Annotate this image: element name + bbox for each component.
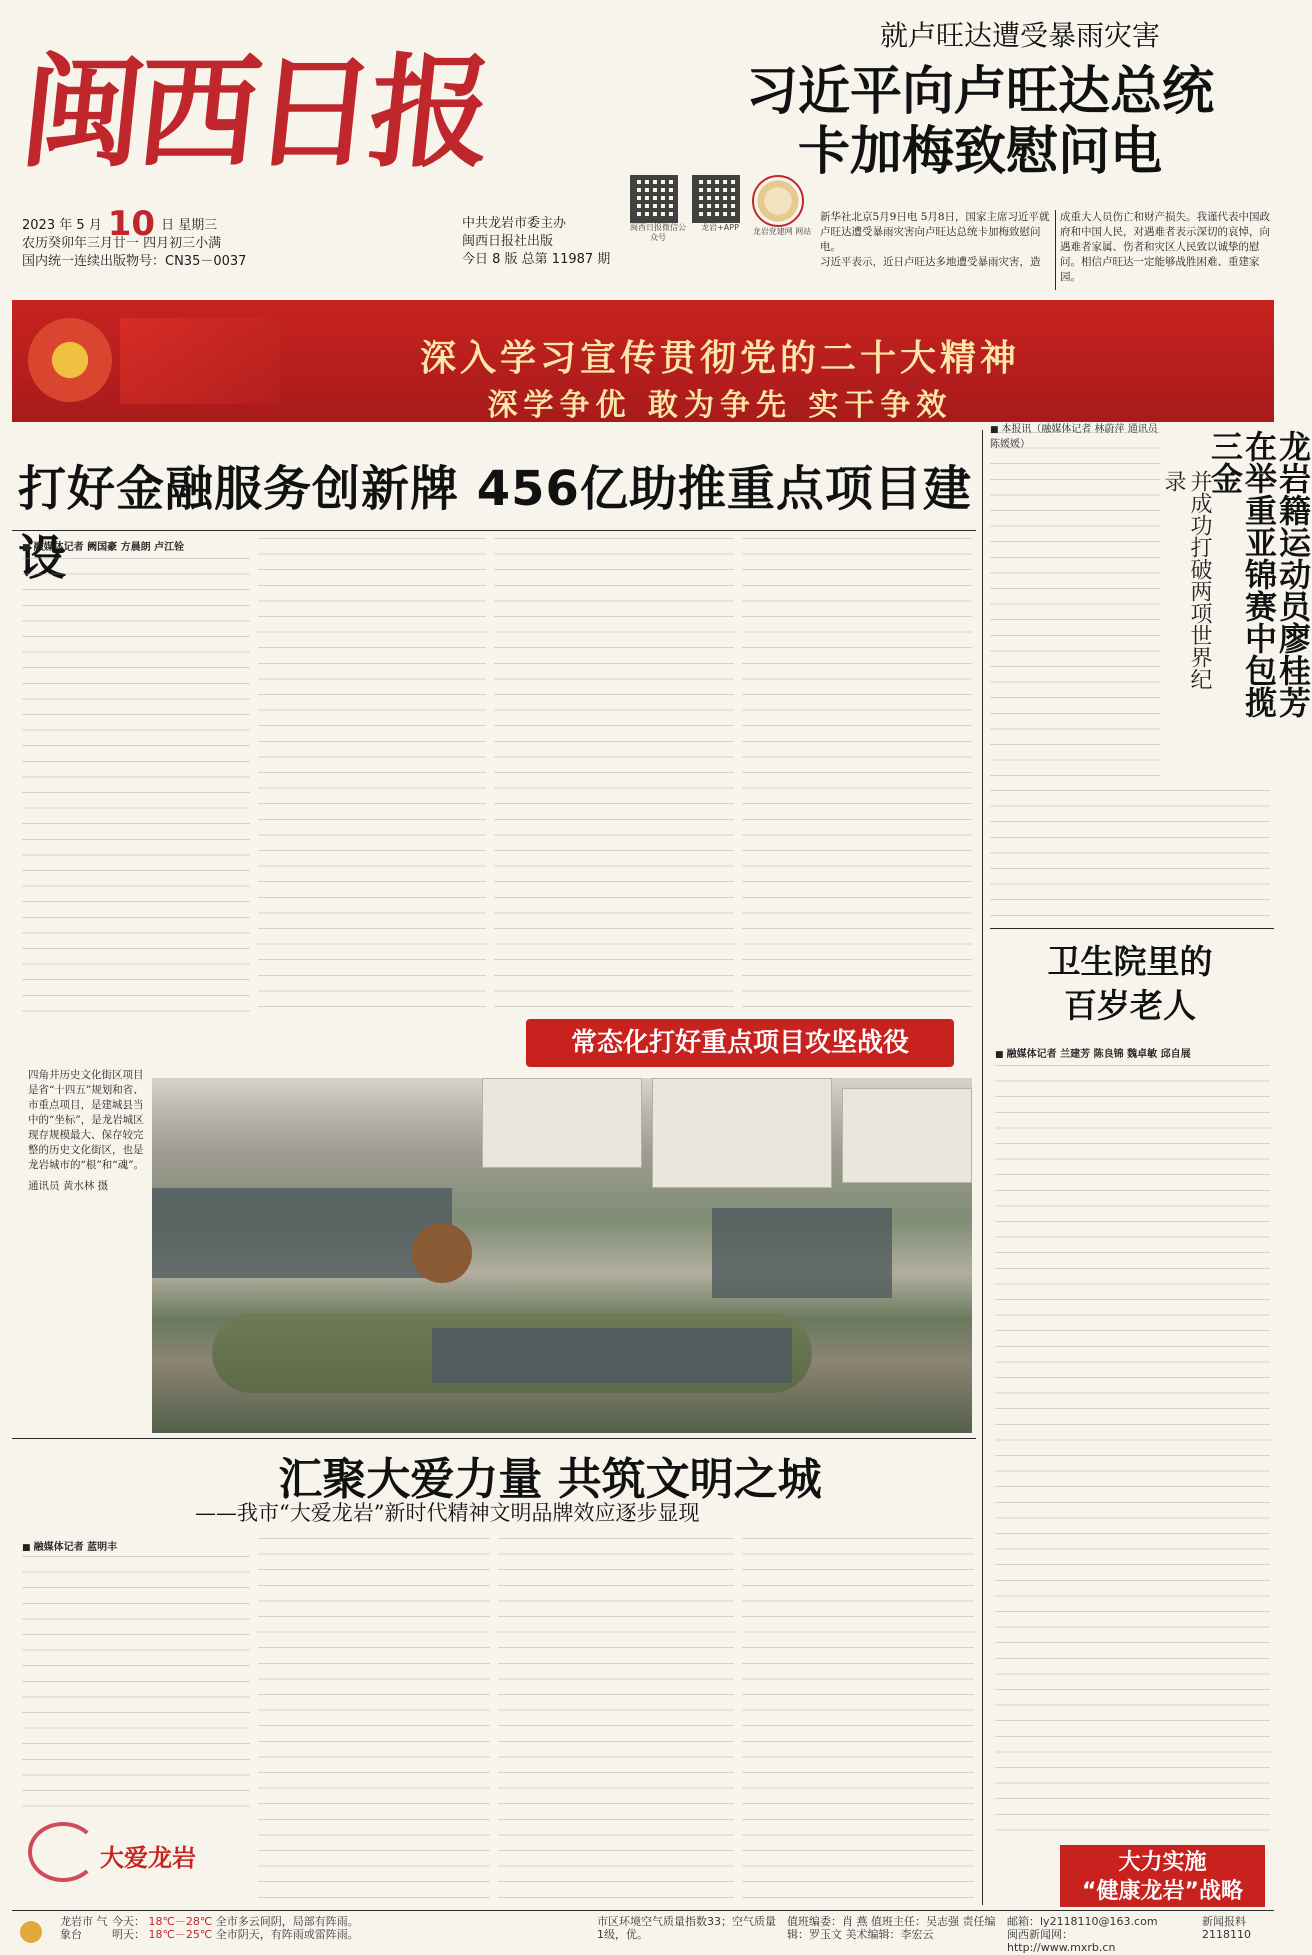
civilization-column-2 (258, 1538, 490, 1908)
party-site-badge[interactable] (752, 175, 812, 237)
qr-caption: 龙岩+APP (701, 223, 739, 232)
photo-roofs (712, 1208, 892, 1298)
date-day: 10 (107, 204, 156, 244)
party-emblem-icon (752, 175, 804, 227)
qr-app[interactable] (692, 175, 748, 233)
centenarian-body (995, 1065, 1270, 1835)
hotline-label: 新闻报料 (1202, 1915, 1246, 1928)
sports-column-1 (990, 432, 1160, 787)
civilization-headline[interactable]: 汇聚大爱力量 共筑文明之城 (278, 1454, 822, 1505)
contact-info (1007, 1915, 1177, 1954)
civilization-column-3 (498, 1538, 734, 1908)
photo-building (652, 1078, 832, 1188)
civilization-column-1 (22, 1556, 250, 1821)
box-line-2: “健康龙岩”战略 (1082, 1879, 1243, 1904)
headline-line-1: 习近平向卢旺达总统 (745, 62, 1214, 122)
qr-code-icon (630, 175, 678, 223)
date-prefix: 2023 年 5 月 (22, 218, 102, 233)
pavilion-icon (412, 1223, 472, 1283)
civilization-column-4 (742, 1538, 974, 1908)
sports-column-2 (990, 790, 1270, 920)
footer-bar (12, 1915, 1274, 1954)
centenarian-headline[interactable] (1000, 940, 1260, 1028)
civilization-byline: ■ 融媒体记者 蓝明丰 (22, 1538, 242, 1553)
healthy-longyan-box[interactable] (1060, 1845, 1265, 1907)
hotline-number[interactable]: 2118110 (1202, 1928, 1251, 1941)
top-story-lede-2: 成重大人员伤亡和财产损失。我谨代表中国政府和中国人民，对遇难者表示深切的哀悼，向遇难者家属、伤者和灾区人民致以诚挚的慰问。相信卢旺达一定能够战胜困难、重建家园。 (1060, 211, 1270, 283)
hotline-block (1202, 1915, 1272, 1951)
editor-credits: 值班编委：肖 燕 值班主任：吴志强 责任编辑：罗玉文 美术编辑：李宏云 (787, 1915, 996, 1941)
finance-byline: ■ 融媒体记者 阙国豪 方晨朗 卢江铨 (22, 538, 342, 553)
sports-subhead: 并成功打破两项世界纪录 (1161, 470, 1212, 690)
lunar-date: 农历癸卯年三月廿一 四月初三小满 (22, 236, 222, 251)
today-temp: 18℃－28℃ (148, 1915, 213, 1928)
weather-station: 龙岩市 气象台 (60, 1915, 108, 1941)
issn: 国内统一连续出版物号：CN35－0037 (22, 254, 247, 269)
caption-text: 四角井历史文化街区项目是省“十四五”规划和省、市重点项目，是建城县当中的“坐标”，是龙岩城区现存规模最大、保存较完整的历史文化街区，也是龙岩城市的“根”和“魂”。 (28, 1069, 144, 1171)
photo-building (482, 1078, 642, 1168)
historic-district-photo[interactable] (152, 1078, 972, 1433)
weather-forecast (112, 1915, 472, 1951)
air-quality: 市区环境空气质量指数33；空气质量1级，优。 (597, 1915, 776, 1941)
masthead-logo: 闽西日报 (14, 40, 494, 184)
website-link[interactable]: 闽西新闻网：http://www.mxrb.cn (1007, 1928, 1116, 1954)
qr-caption: 闽西日报微信公众号 (630, 223, 686, 242)
daai-longyan-logo: 大爱龙岩 (100, 1844, 196, 1872)
issue-date-block (22, 204, 452, 271)
banner-slogan: 深学争优 敢为争先 实干争效 (487, 388, 953, 423)
lede-paragraph: 习近平表示，近日卢旺达多地遭受暴雨灾害，造 (820, 256, 1041, 268)
banner-title: 深入学习宣传贯彻党的二十大精神 (419, 338, 1020, 379)
photo-credit: 通讯员 黄水林 摄 (28, 1180, 109, 1192)
lede-paragraph: 新华社北京5月9日电 5月8日，国家主席习近平就卢旺达遭受暴雨灾害向卢旺达总统卡加梅致慰问电。 (820, 211, 1050, 253)
qr-caption: 龙岩党建网 网站 (752, 227, 812, 236)
sports-byline: ■ 本报讯（融媒体记者 林蔚萍 通讯员 陈媛媛） (990, 420, 1160, 450)
party-flag-icon (120, 318, 280, 404)
top-story-headline[interactable] (700, 62, 1260, 182)
box-line-1: 大力实施 (1118, 1850, 1207, 1875)
finance-column-1 (22, 558, 250, 1013)
publisher-line-1: 中共龙岩市委主办 (462, 216, 567, 231)
sports-headline-block[interactable] (1160, 430, 1312, 730)
photo-building (842, 1088, 972, 1183)
photo-caption (28, 1068, 148, 1194)
finance-headline[interactable]: 打好金融服务创新牌 456亿助推重点项目建设 (18, 461, 972, 586)
publisher-line-3: 今日 8 版 总第 11987 期 (462, 252, 611, 267)
date-suffix: 日 星期三 (161, 218, 218, 233)
heart-logo-icon (28, 1822, 98, 1882)
qr-wechat[interactable] (630, 175, 686, 243)
finance-column-2 (258, 538, 486, 1013)
today-desc: 全市多云间阴，局部有阵雨。 (215, 1915, 359, 1928)
email-link[interactable]: 邮箱：ly2118110@163.com (1007, 1915, 1158, 1928)
headline-line-1: 卫生院里的 (1047, 942, 1213, 981)
today-label: 今天： (112, 1915, 145, 1928)
civilization-subhead: ——我市“大爱龙岩”新时代精神文明品牌效应逐步显现 (195, 1501, 700, 1525)
tomorrow-desc: 全市阴天，有阵雨或雷阵雨。 (215, 1928, 359, 1941)
key-project-subhead: 常态化打好重点项目攻坚战役 (526, 1019, 954, 1067)
top-story-kicker: 就卢旺达遭受暴雨灾害 (879, 19, 1160, 52)
publisher-line-2: 闽西日报社出版 (462, 234, 554, 249)
photo-roofs (152, 1188, 452, 1278)
photo-corridor (432, 1328, 792, 1383)
party-emblem-icon (28, 318, 112, 402)
sports-headline: 龙岩籍运动员廖桂芳在举重亚锦赛中包揽三金 (1206, 430, 1312, 718)
publisher-info (462, 215, 620, 269)
finance-column-4 (742, 538, 972, 1013)
tomorrow-label: 明天： (112, 1928, 145, 1941)
qr-code-icon (692, 175, 740, 223)
centenarian-byline: ■ 融媒体记者 兰建芳 陈良锦 魏卓敏 邱自展 (995, 1045, 1275, 1060)
tomorrow-temp: 18℃－25℃ (148, 1928, 213, 1941)
headline-line-2: 卡加梅致慰问电 (797, 122, 1162, 182)
finance-column-3 (494, 538, 734, 1013)
top-story-lede-1 (820, 210, 1050, 270)
headline-line-2: 百岁老人 (1064, 986, 1196, 1025)
